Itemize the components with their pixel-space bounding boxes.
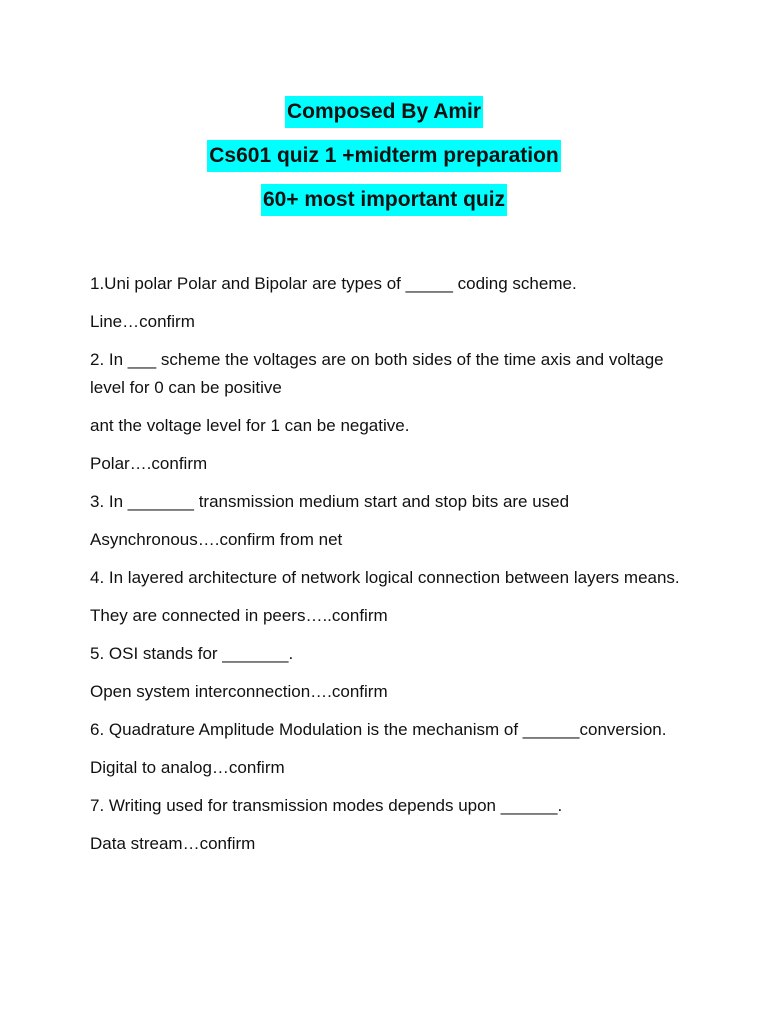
header-line-author xyxy=(0,92,768,136)
question-6: 6. Quadrature Amplitude Modulation is the mechanism of ______conversion. xyxy=(90,720,667,739)
header-line-title xyxy=(0,136,768,180)
subtitle-highlight: 60+ most important quiz xyxy=(261,184,507,216)
question-5: 5. OSI stands for _______. xyxy=(90,644,294,663)
answer-5: Open system interconnection….confirm xyxy=(90,682,388,701)
title-highlight: Cs601 quiz 1 +midterm preparation xyxy=(207,140,561,172)
answer-6: Digital to analog…confirm xyxy=(90,758,285,777)
question-4: 4. In layered architecture of network logical connection between layers means. xyxy=(90,568,680,587)
question-3: 3. In _______ transmission medium start and stop bits are used xyxy=(90,492,570,511)
question-2: 2. In ___ scheme the voltages are on both sides of the time axis and voltage level for 0 can be positive xyxy=(90,350,664,397)
question-2-continued: ant the voltage level for 1 can be negative. xyxy=(90,416,410,435)
quiz-content xyxy=(90,270,690,868)
header-line-subtitle xyxy=(0,180,768,224)
answer-1: Line…confirm xyxy=(90,312,195,331)
answer-7: Data stream…confirm xyxy=(90,834,256,853)
question-1: 1.Uni polar Polar and Bipolar are types of _____ coding scheme. xyxy=(90,274,577,293)
document-header xyxy=(0,92,768,224)
answer-2: Polar….confirm xyxy=(90,454,208,473)
question-7: 7. Writing used for transmission modes depends upon ______. xyxy=(90,796,563,815)
answer-4: They are connected in peers…..confirm xyxy=(90,606,388,625)
author-highlight: Composed By Amir xyxy=(285,96,483,128)
answer-3: Asynchronous….confirm from net xyxy=(90,530,343,549)
